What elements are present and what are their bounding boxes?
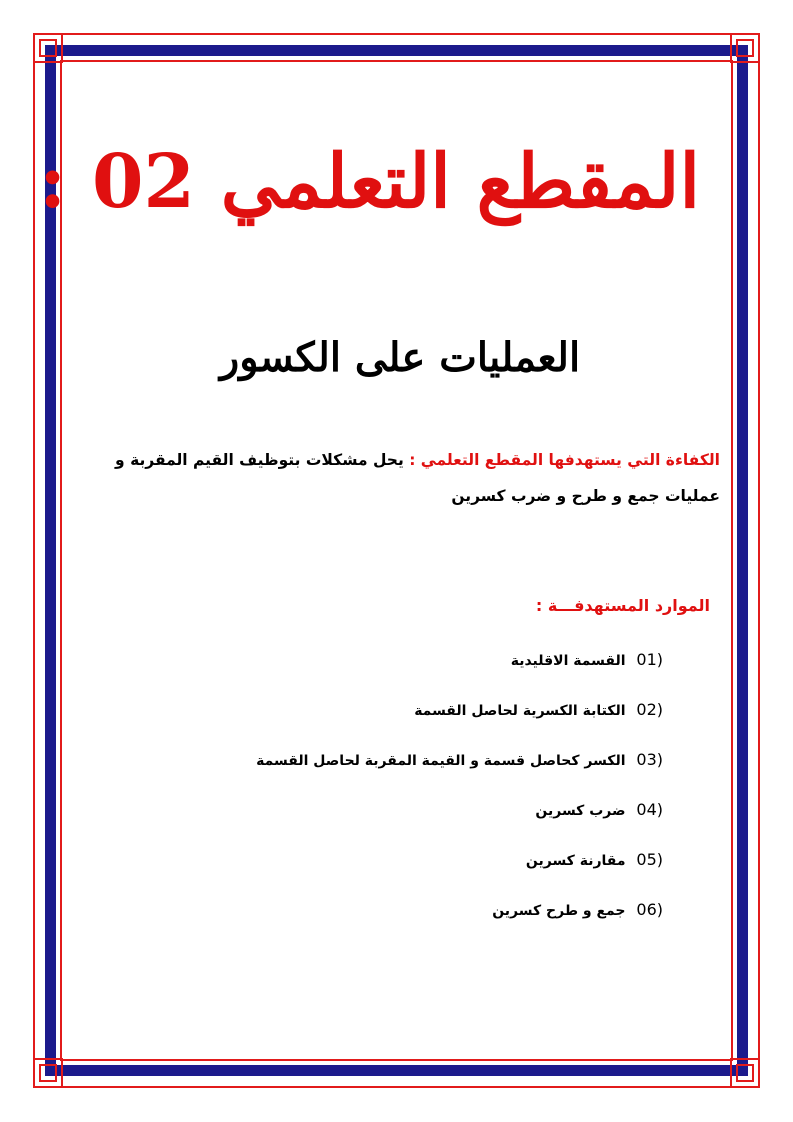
competency-text: يحل مشكلات بتوظيف القيم المقربة و عمليات جمع و طرح و ضرب كسرين: [115, 451, 720, 505]
item-text: مقارنة كسرين: [525, 853, 626, 869]
resources-list: [200, 645, 663, 945]
item-number: 01): [636, 650, 663, 669]
item-number: 06): [636, 900, 663, 919]
list-item: [200, 745, 663, 795]
item-text: الكتابة الكسرية لحاصل القسمة: [414, 703, 626, 719]
item-number: 04): [636, 800, 663, 819]
competency-label: الكفاءة التي يستهدفها المقطع التعلمي :: [409, 451, 720, 469]
item-number: 02): [636, 700, 663, 719]
list-item: [200, 845, 663, 895]
corner-ornament-top-right: [730, 33, 760, 63]
list-item: [200, 895, 663, 945]
item-text: الكسر كحاصل قسمة و القيمة المقربة لحاصل القسمة: [256, 753, 626, 769]
resources-heading: الموارد المستهدفـــة :: [535, 596, 710, 615]
corner-ornament-bottom-left: [33, 1058, 63, 1088]
corner-ornament-bottom-right: [730, 1058, 760, 1088]
item-number: 03): [636, 750, 663, 769]
page-subtitle: العمليات على الكسور: [219, 334, 581, 381]
list-item: [200, 795, 663, 845]
item-text: القسمة الاقليدية: [510, 653, 626, 669]
competency-paragraph: [85, 442, 720, 514]
page-title: المقطع التعلمي 02 :: [38, 139, 700, 225]
item-number: 05): [636, 850, 663, 869]
corner-ornament-top-left: [33, 33, 63, 63]
item-text: ضرب كسرين: [535, 803, 626, 819]
item-text: جمع و طرح كسرين: [492, 903, 626, 919]
list-item: [200, 695, 663, 745]
list-item: [200, 645, 663, 695]
